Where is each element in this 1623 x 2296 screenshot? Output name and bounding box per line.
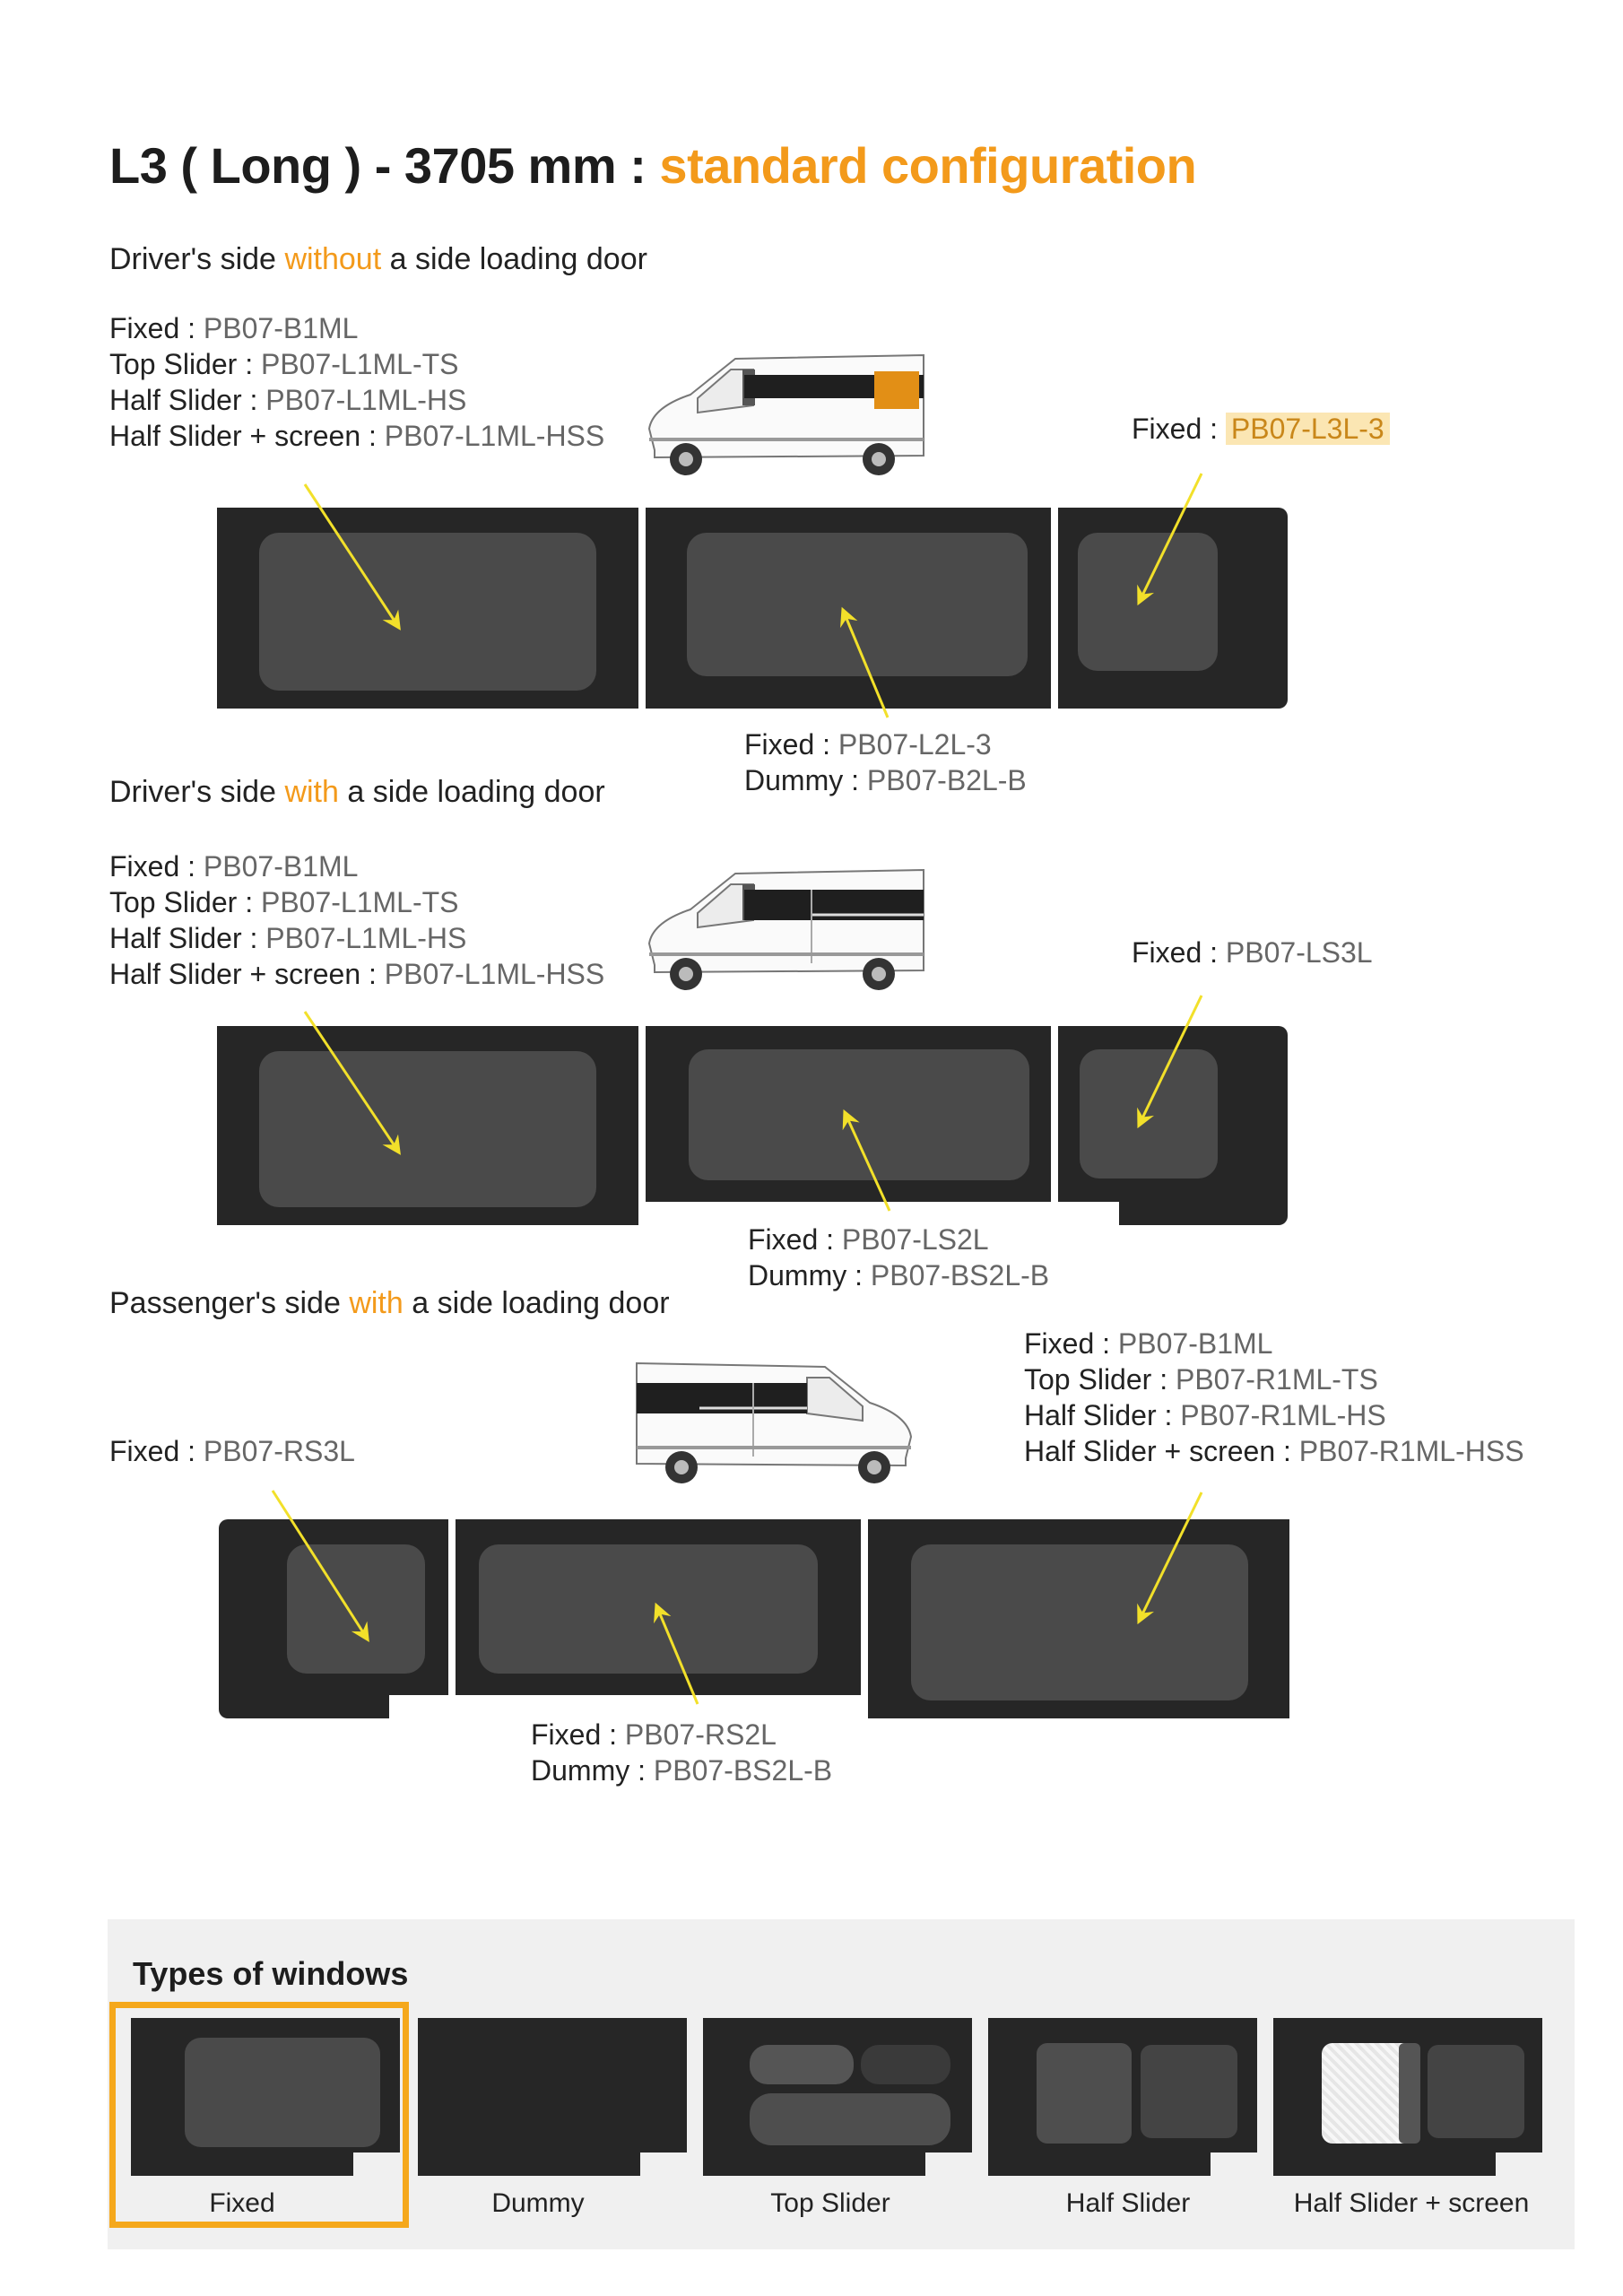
window-panel: [868, 1519, 1289, 1718]
label-line: Half Slider + screen : PB07-L1ML-HSS: [109, 958, 605, 990]
slider-pane-left: [1037, 2043, 1132, 2144]
section-1-right-label: Fixed : PB07-L3L-3: [1132, 411, 1390, 447]
label-line: Top Slider : PB07-R1ML-TS: [1024, 1363, 1378, 1396]
label-line: Top Slider : PB07-L1ML-TS: [109, 886, 459, 918]
window-panel-tab: [219, 1693, 389, 1718]
window-panel: [456, 1519, 861, 1695]
label-line: Dummy : PB07-BS2L-B: [748, 1259, 1050, 1292]
slider-pane-right: [1141, 2045, 1237, 2138]
label-line: Fixed : PB07-B1ML: [1024, 1327, 1273, 1360]
label-line: Fixed : PB07-L2L-3: [744, 728, 992, 761]
section-3-heading: [109, 1286, 670, 1321]
screen-frame: [1399, 2043, 1420, 2144]
label-line: Fixed : PB07-RS2L: [531, 1718, 777, 1751]
window-panel-tab: [1273, 2151, 1496, 2176]
label-line: Half Slider + screen : PB07-L1ML-HSS: [109, 420, 605, 452]
window-panel: [219, 1519, 448, 1695]
type-card-half-slider-screen[interactable]: [1273, 2018, 1542, 2152]
window-glass: [479, 1544, 818, 1674]
slider-pane-right: [861, 2045, 950, 2084]
type-label-half-slider: Half Slider: [1065, 2188, 1191, 2218]
window-panel-tab: [988, 2151, 1211, 2176]
section-1-heading-post: a side loading door: [389, 242, 647, 276]
slider-pane-left: [750, 2045, 854, 2084]
label-line: Fixed : PB07-B1ML: [109, 312, 359, 344]
section-3-left-label: Fixed : PB07-RS3L: [109, 1435, 355, 1467]
type-label-top-slider: Top Slider: [770, 2188, 890, 2218]
section-2-bottom-labels: [748, 1222, 1049, 1293]
window-glass: [687, 533, 1028, 676]
title-accent: standard configuration: [659, 137, 1197, 194]
window-glass: [259, 533, 596, 691]
section-1-heading-accent: without: [284, 242, 382, 276]
van-illustration-3: [628, 1358, 933, 1492]
type-card-top-slider[interactable]: [703, 2018, 972, 2152]
section-2-right-label: Fixed : PB07-LS3L: [1132, 936, 1373, 969]
label-line: Half Slider + screen : PB07-R1ML-HSS: [1024, 1435, 1524, 1467]
section-1-heading-pre: Driver's side: [109, 242, 276, 276]
window-glass: [689, 1049, 1029, 1180]
label-line: Half Slider : PB07-R1ML-HS: [1024, 1399, 1386, 1431]
section-1-left-labels: [109, 310, 604, 454]
window-panel: [1058, 1026, 1288, 1202]
type-card-half-slider[interactable]: [988, 2018, 1257, 2152]
window-panel: [1058, 508, 1288, 709]
highlighted-code: PB07-L3L-3: [1226, 413, 1390, 445]
window-glass: [1080, 1049, 1218, 1178]
label-line: Top Slider : PB07-L1ML-TS: [109, 348, 459, 380]
section-2-heading-post: a side loading door: [347, 775, 605, 809]
window-panel: [646, 508, 1051, 709]
window-glass: [750, 2093, 950, 2145]
label-line: Dummy : PB07-BS2L-B: [531, 1754, 833, 1787]
van-illustration-2: [628, 865, 933, 999]
section-1-bottom-labels: [744, 726, 1027, 798]
section-2-heading-pre: Driver's side: [109, 775, 276, 809]
type-label-half-slider-screen: Half Slider + screen: [1293, 2188, 1530, 2218]
section-1-heading: [109, 242, 647, 277]
section-3-right-labels: [1024, 1326, 1524, 1469]
selected-type-highlight: [109, 2002, 409, 2228]
section-2-heading-accent: with: [284, 775, 339, 809]
type-card-dummy[interactable]: [418, 2018, 687, 2152]
section-3-heading-post: a side loading door: [412, 1286, 670, 1320]
section-2-heading: [109, 775, 605, 810]
title-main: L3 ( Long ) - 3705 mm :: [109, 137, 647, 194]
label-line: Fixed : PB07-B1ML: [109, 850, 359, 883]
types-title: Types of windows: [133, 1955, 409, 1992]
section-3-heading-pre: Passenger's side: [109, 1286, 341, 1320]
window-glass: [259, 1051, 596, 1207]
window-panel: [217, 1026, 638, 1225]
label-line: Dummy : PB07-B2L-B: [744, 764, 1027, 796]
window-glass: [1078, 533, 1218, 671]
window-glass: [287, 1544, 425, 1674]
slider-pane-right: [1428, 2045, 1524, 2138]
window-panel-tab: [703, 2151, 925, 2176]
section-3-bottom-labels: [531, 1717, 832, 1788]
section-2-left-labels: [109, 848, 604, 992]
section-3-heading-accent: with: [349, 1286, 404, 1320]
van-illustration-1: [628, 350, 933, 484]
window-panel: [217, 508, 638, 709]
label-line: Half Slider : PB07-L1ML-HS: [109, 922, 467, 954]
window-panel: [646, 1026, 1051, 1202]
page-title: [109, 136, 1196, 195]
label-line: Half Slider : PB07-L1ML-HS: [109, 384, 467, 416]
window-glass: [911, 1544, 1248, 1700]
type-label-fixed: Fixed: [209, 2188, 275, 2218]
type-label-dummy: Dummy: [491, 2188, 585, 2218]
label-line: Fixed : PB07-LS2L: [748, 1223, 989, 1256]
window-panel-tab: [418, 2151, 640, 2176]
window-panel-tab: [1119, 1200, 1288, 1225]
